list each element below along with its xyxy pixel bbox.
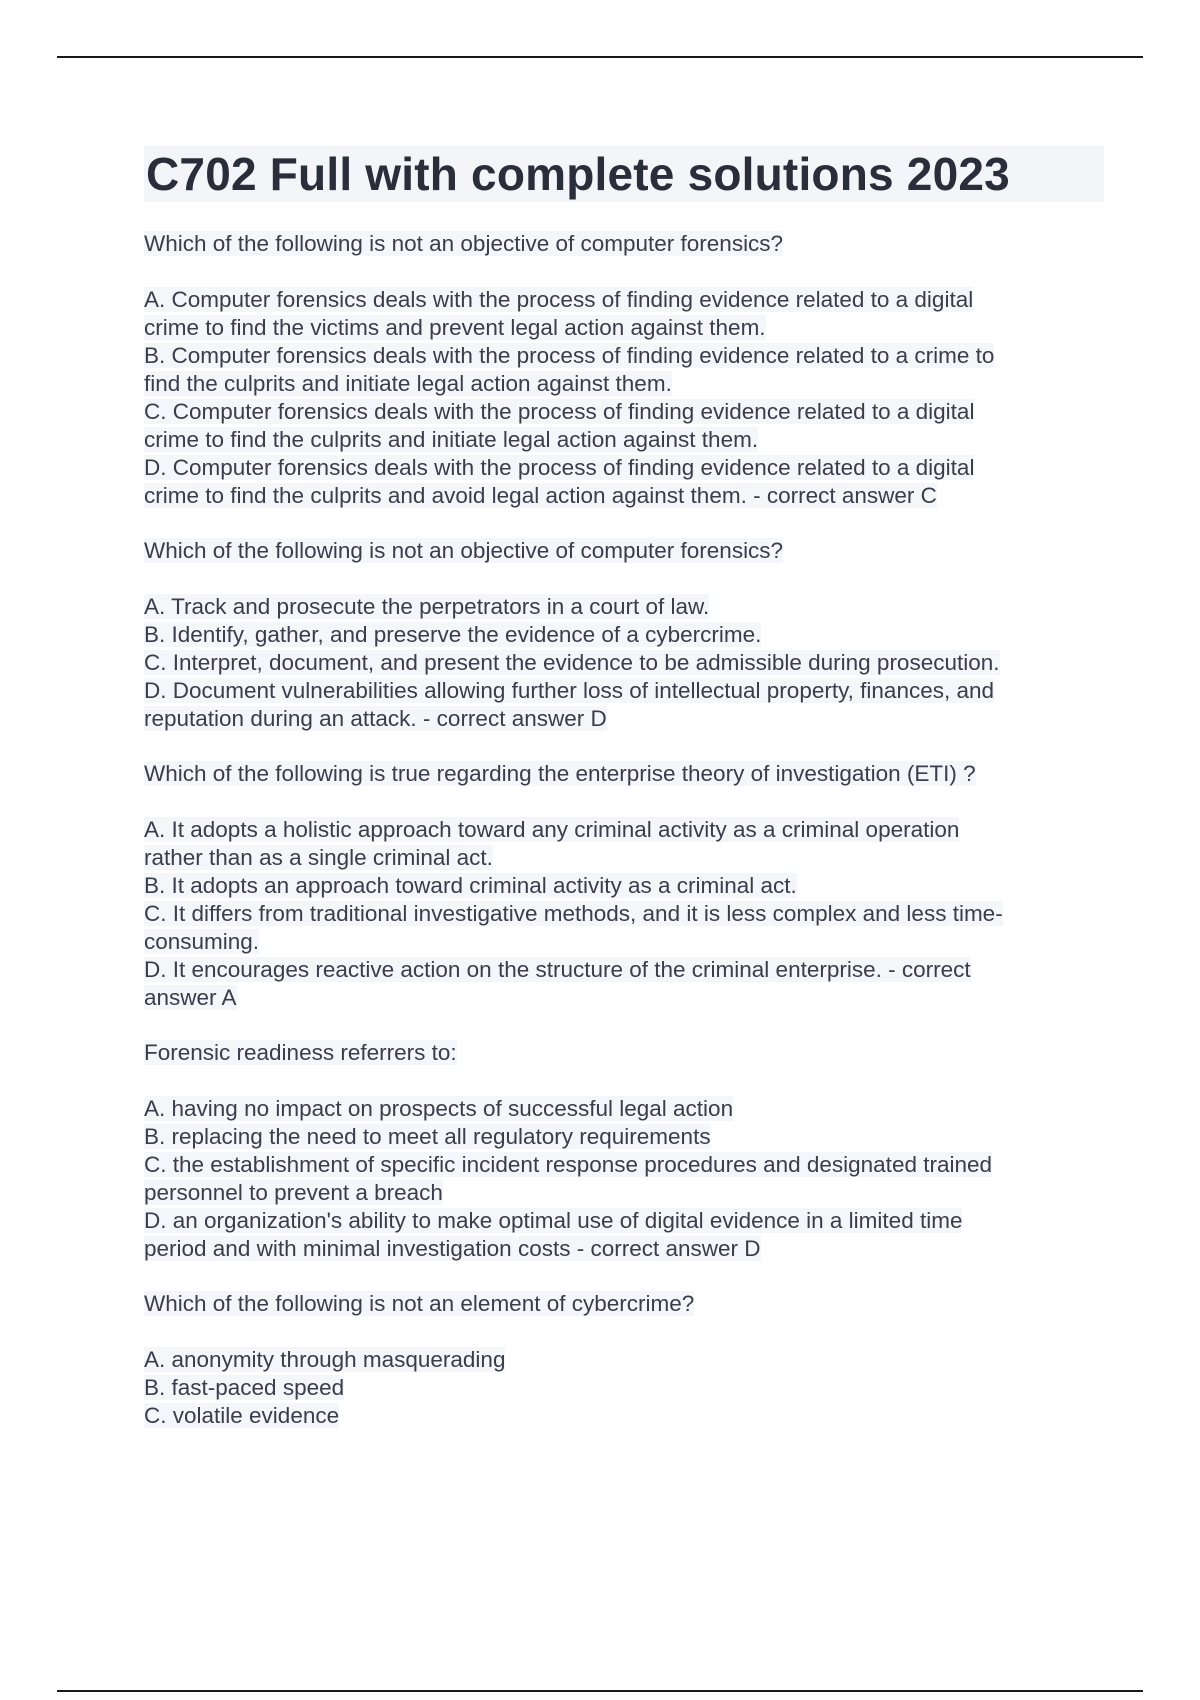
question-text-span: Which of the following is not an objective of computer forensics? [144,231,784,256]
answer-line [144,1179,1104,1207]
answer-line-text: A. having no impact on prospects of successful legal action [144,1096,734,1121]
question-block [144,230,1104,510]
answer-line [144,426,1104,454]
question-text-span: Which of the following is not an objective of computer forensics? [144,538,784,563]
answer-line [144,370,1104,398]
answer-line-text: B. Identify, gather, and preserve the evidence of a cybercrime. [144,622,762,647]
answer-line [144,593,1104,621]
question-block [144,1039,1104,1263]
answer-line [144,1346,1104,1374]
question-list [144,230,1104,1430]
answer-line [144,649,1104,677]
answer-line-text: C. the establishment of specific incident response procedures and designated trained [144,1152,993,1177]
question-text [144,1039,1104,1067]
answer-line [144,816,1104,844]
answer-line-text: personnel to prevent a breach [144,1180,443,1205]
answer-line-text: A. It adopts a holistic approach toward any criminal activity as a criminal operation [144,817,960,842]
answer-line [144,928,1104,956]
answer-line-text: consuming. [144,929,260,954]
question-text [144,230,1104,258]
question-text-span: Which of the following is true regarding the enterprise theory of investigation (ETI) ? [144,761,976,786]
answer-line [144,984,1104,1012]
answer-line-text: B. Computer forensics deals with the process of finding evidence related to a crime to [144,343,995,368]
answer-line [144,1402,1104,1430]
document-title: C702 Full with complete solutions 2023 [144,146,1104,202]
question-text [144,537,1104,565]
answer-line-text: D. Document vulnerabilities allowing further loss of intellectual property, finances, and [144,678,995,703]
answer-line-text: B. replacing the need to meet all regulatory requirements [144,1124,711,1149]
answer-line [144,1123,1104,1151]
answer-line-text: crime to find the culprits and avoid legal action against them. - correct answer C [144,483,937,508]
answer-line [144,1374,1104,1402]
answer-line [144,844,1104,872]
answer-line [144,286,1104,314]
answer-line [144,900,1104,928]
answer-line [144,705,1104,733]
answer-line-text: D. It encourages reactive action on the structure of the criminal enterprise. - correct [144,957,971,982]
answer-line [144,454,1104,482]
answer-line [144,314,1104,342]
header-rule [57,56,1143,58]
answer-line [144,1095,1104,1123]
answer-line-text: A. Computer forensics deals with the process of finding evidence related to a digital [144,287,974,312]
footer-rule [57,1690,1143,1692]
answer-line-text: reputation during an attack. - correct answer D [144,706,607,731]
answer-line-text: A. anonymity through masquerading [144,1347,506,1372]
document-body [144,146,1104,1457]
answer-line-text: find the culprits and initiate legal action against them. [144,371,672,396]
question-block [144,760,1104,1012]
answer-line-text: B. fast-paced speed [144,1375,345,1400]
answer-line [144,1207,1104,1235]
answer-line-text: C. volatile evidence [144,1403,340,1428]
answer-line [144,872,1104,900]
answer-line-text: C. It differs from traditional investigative methods, and it is less complex and less time- [144,901,1003,926]
answer-line-text: D. Computer forensics deals with the process of finding evidence related to a digital [144,455,975,480]
answer-line [144,1151,1104,1179]
answer-line-text: C. Interpret, document, and present the evidence to be admissible during prosecution. [144,650,1000,675]
answer-line [144,677,1104,705]
question-text-span: Forensic readiness referrers to: [144,1040,457,1065]
question-text [144,1290,1104,1318]
answer-line-text: answer A [144,985,237,1010]
answer-line-text: crime to find the culprits and initiate legal action against them. [144,427,759,452]
answer-line-text: A. Track and prosecute the perpetrators in a court of law. [144,594,710,619]
answer-line [144,398,1104,426]
answer-line-text: rather than as a single criminal act. [144,845,493,870]
question-text-span: Which of the following is not an element of cybercrime? [144,1291,695,1316]
question-block [144,537,1104,733]
answer-line-text: B. It adopts an approach toward criminal activity as a criminal act. [144,873,797,898]
question-block [144,1290,1104,1430]
answer-line-text: crime to find the victims and prevent legal action against them. [144,315,766,340]
answer-line [144,621,1104,649]
answer-line [144,956,1104,984]
answer-line [144,482,1104,510]
question-text [144,760,1104,788]
answer-line [144,1235,1104,1263]
answer-line-text: D. an organization's ability to make optimal use of digital evidence in a limited time [144,1208,963,1233]
answer-line [144,342,1104,370]
answer-line-text: C. Computer forensics deals with the process of finding evidence related to a digital [144,399,975,424]
answer-line-text: period and with minimal investigation costs - correct answer D [144,1236,761,1261]
